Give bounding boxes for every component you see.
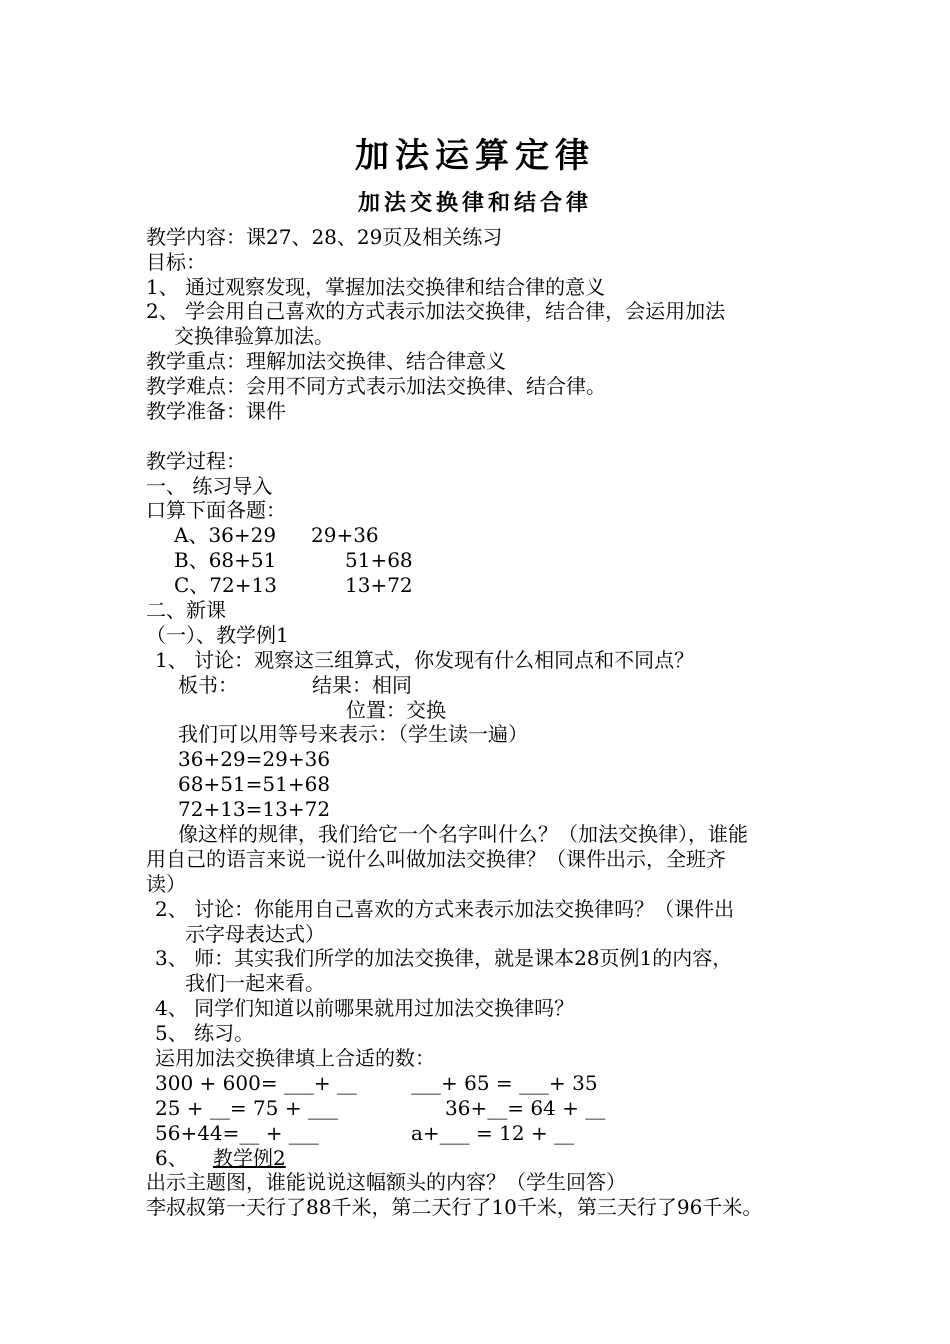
equation-1: 36+29=29+36	[178, 747, 331, 771]
step-2: 2、 讨论：你能用自己喜欢的方式来表示加法交换律吗？（课件出	[155, 897, 735, 921]
theme-picture-prompt: 出示主题图，谁能说说这幅额头的内容？（学生回答）	[146, 1170, 626, 1194]
exercise-3-left: 56+44=__ + ___	[155, 1121, 319, 1145]
goal-2: 2、 学会用自己喜欢的方式表示加法交换律，结合律，会运用加法	[146, 299, 726, 323]
item-c-right: 13+72	[345, 573, 413, 597]
item-b-right: 51+68	[345, 548, 413, 572]
item-a-right: 29+36	[311, 523, 379, 547]
teaching-content: 教学内容：课27、28、29页及相关练习	[146, 225, 503, 249]
paragraph-line-1: 像这样的规律，我们给它一个名字叫什么？（加法交换律），谁能	[178, 822, 748, 846]
step-6-number: 6、	[155, 1146, 188, 1170]
step-3: 3、 师：其实我们所学的加法交换律，就是课本28页例1的内容，	[155, 946, 733, 970]
step-3-cont: 我们一起来看。	[185, 971, 325, 995]
process-heading: 教学过程：	[146, 449, 246, 473]
step-4: 4、 同学们知道以前哪果就用过加法交换律吗？	[155, 996, 575, 1020]
goal-2-cont: 交换律验算加法。	[174, 324, 334, 348]
section-1-heading: 一、 练习导入	[146, 474, 273, 498]
paragraph-line-3: 读）	[146, 872, 186, 896]
document-subtitle: 加法交换律和结合律	[357, 190, 592, 216]
example-2-heading: 教学例2	[213, 1146, 286, 1170]
mental-math-heading: 口算下面各题：	[146, 498, 286, 522]
teaching-difficulty: 教学难点：会用不同方式表示加法交换律、结合律。	[146, 374, 606, 398]
exercise-3-right: a+___ = 12 + __	[411, 1121, 575, 1145]
item-c-left: C、72+13	[174, 573, 277, 597]
exercise-1-right: ___+ 65 = ___+ 35	[411, 1071, 598, 1095]
exercise-2-right: 36+__= 64 + __	[445, 1096, 606, 1120]
teaching-preparation: 教学准备：课件	[146, 399, 286, 423]
board-label: 板书：	[178, 673, 238, 697]
equation-3: 72+13=13+72	[178, 797, 331, 821]
step-5: 5、 练习。	[155, 1021, 255, 1045]
step-1: 1、 讨论：观察这三组算式，你发现有什么相同点和不同点？	[155, 648, 695, 672]
board-result: 结果：相同	[312, 673, 412, 697]
section-2-heading: 二、新课	[146, 598, 226, 622]
item-a-left: A、36+29	[174, 523, 277, 547]
step-2-cont: 示字母表达式）	[185, 922, 325, 946]
example-1-heading: （一）、教学例1	[146, 623, 289, 647]
goal-1: 1、 通过观察发现，掌握加法交换律和结合律的意义	[146, 275, 606, 299]
exercise-1-left: 300 + 600= ___+ __	[155, 1071, 358, 1095]
problem-statement: 李叔叔第一天行了88千米，第二天行了10千米，第三天行了96千米。	[146, 1195, 763, 1219]
equal-sign-intro: 我们可以用等号来表示：（学生读一遍）	[178, 722, 528, 746]
equation-2: 68+51=51+68	[178, 772, 331, 796]
goals-heading: 目标：	[146, 250, 206, 274]
document-title: 加法运算定律	[355, 136, 595, 176]
paragraph-line-2: 用自己的语言来说一说什么叫做加法交换律？（课件出示，全班齐	[146, 847, 726, 871]
exercise-heading: 运用加法交换律填上合适的数：	[155, 1046, 435, 1070]
exercise-2-left: 25 + __= 75 + ___	[155, 1096, 338, 1120]
item-b-left: B、68+51	[174, 548, 277, 572]
teaching-focus: 教学重点：理解加法交换律、结合律意义	[146, 349, 506, 373]
board-position: 位置：交换	[346, 698, 446, 722]
